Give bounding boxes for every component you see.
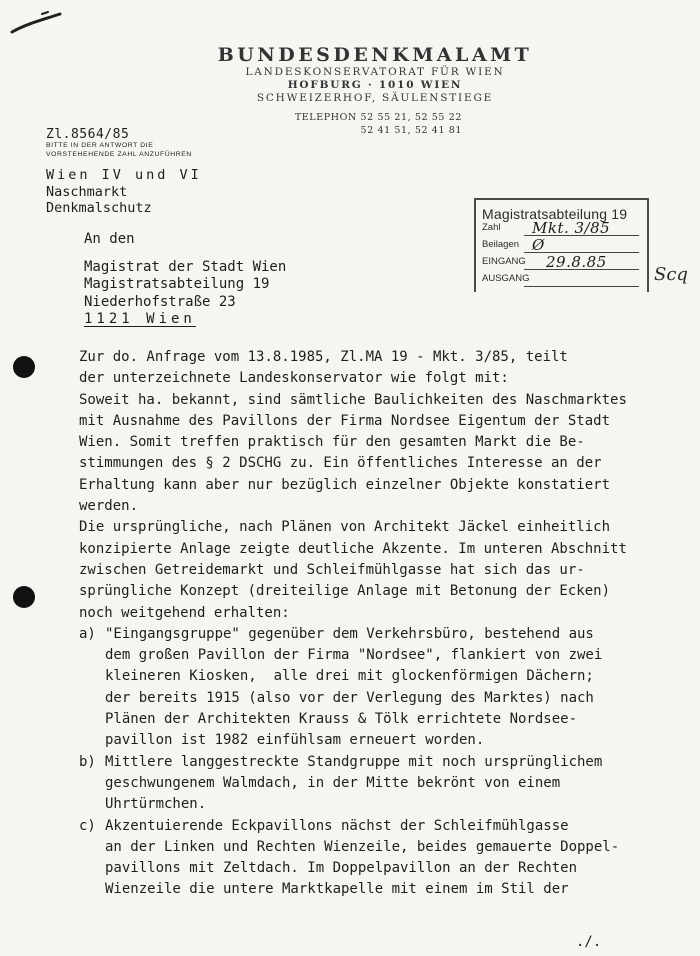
body-line: Wien. Somit treffen praktisch für den gesamten Markt die Be- [79,434,585,451]
list-label: a) [79,625,96,642]
institution-name: BUNDESDENKMALAMT [217,44,533,66]
list-line: pavillons mit Zeltdach. Im Doppelpavillon an der Rechten [105,860,578,877]
reference-note-2: VORSTEHEHENDE ZAHL ANZUFÜHREN [46,150,192,158]
stamp-row-zahl [476,219,647,239]
recipient-line-4: Niederhofstraße 23 [84,293,236,310]
stamp-row-ausgang [476,273,647,290]
list-line: "Eingangsgruppe" gegenüber dem Verkehrsbüro, bestehend aus [105,625,594,642]
reference-block [46,128,192,159]
list-line: Mittlere langgestreckte Standgruppe mit noch ursprünglichem [105,753,603,770]
list-line: an der Linken und Rechten Wienzeile, beides gemauerte Doppel- [105,838,620,855]
stamp-title: Magistratsabteilung 19 [482,206,628,222]
body-line: noch weitgehend erhalten: [79,604,290,621]
stamp-beilagen-value: Ø [532,236,545,254]
list-line: Akzentuierende Eckpavillons nächst der Schleifmühlgasse [105,817,569,834]
office-name: LANDESKONSERVATORAT FÜR WIEN [245,66,505,78]
phone-line-2: 52 41 51, 52 41 81 [360,125,462,136]
pen-scribble-mark [8,8,68,38]
list-line: Uhrtürmchen. [105,796,207,813]
address-line-1: HOFBURG · 1010 WIEN [287,79,463,91]
stamp-eingang-value: 29.8.85 [546,253,607,271]
subject-line-3: Denkmalschutz [46,200,152,216]
body-line: werden. [79,498,139,515]
stamp-row-eingang [476,253,647,273]
body-line: sprüngliche Konzept (dreiteilige Anlage mit Betonung der Ecken) [79,583,611,600]
body-line: zwischen Getreidemarkt und Schleifmühlgasse hat sich das ur- [79,561,585,578]
punch-hole-icon [13,356,35,378]
reference-number: Zl.8564/85 [46,127,130,142]
list-line: kleineren Kiosken, alle drei mit glockenförmigen Dächern; [105,668,594,685]
list-label: c) [79,817,96,834]
reference-note-1: BITTE IN DER ANTWORT DIE [46,142,154,149]
punch-hole-icon [13,586,35,608]
body-line: Die ursprüngliche, nach Plänen von Architekt Jäckel einheitlich [79,519,611,536]
stamp-ausgang-line [524,286,639,287]
subject-line-2: Naschmarkt [46,183,128,200]
stamp-zahl-label: Zahl [482,222,501,233]
recipient-line-5: 1121 Wien [84,311,196,327]
handwritten-initials: Scq [654,264,688,285]
list-item-c [79,816,679,901]
body-line: der unterzeichnete Landeskonservator wie folgt mit: [79,370,509,387]
letterhead [140,44,610,105]
stamp-beilagen-label: Beilagen [482,239,519,250]
body-line: stimmungen des § 2 DSCHG zu. Ein öffentliches Interesse an der [79,455,602,472]
list-line: geschwungenem Walmdach, in der Mitte bekrönt von einem [105,774,561,791]
list-line: der bereits 1915 (also vor der Verlegung des Marktes) nach [105,689,594,706]
subject-block [46,167,202,217]
list-line: Wienzeile die untere Marktkapelle mit einem im Stil der [105,881,569,898]
recipient-address [84,231,286,329]
body-line: Erhaltung kann aber nur bezüglich einzelner Objekte konstatiert [79,476,611,493]
receipt-stamp [474,198,649,292]
list-label: b) [79,753,96,770]
stamp-eingang-label: EINGANG [482,256,526,267]
stamp-ausgang-label: AUSGANG [482,273,530,284]
recipient-line-2: Magistrat der Stadt Wien [84,258,287,275]
list-line: dem großen Pavillon der Firma "Nordsee", flankiert von zwei [105,647,603,664]
subject-line-1: Wien IV und VI [46,167,202,183]
phone-line-1: TELEPHON 52 55 21, 52 55 22 [294,112,462,123]
recipient-line-3: Magistratsabteilung 19 [84,276,270,292]
body-line: konzipierte Anlage zeigte deutliche Akzente. Im unteren Abschnitt [79,540,627,557]
letter-body [79,347,679,901]
list-line: Plänen der Architekten Krauss & Tölk errichtete Nordsee- [105,711,578,728]
body-line: Soweit ha. bekannt, sind sämtliche Baulichkeiten des Naschmarktes [79,391,627,408]
list-item-a [79,624,679,752]
list-line: pavillon ist 1982 einfühlsam erneuert worden. [105,732,485,749]
address-line-2: SCHWEIZERHOF, SÄULENSTIEGE [256,92,494,104]
body-line: Zur do. Anfrage vom 13.8.1985, Zl.MA 19 - Mkt. 3/85, teilt [79,349,568,365]
body-line: mit Ausnahme des Pavillons der Firma Nordsee Eigentum der Stadt [79,412,611,429]
list-item-b [79,752,679,816]
continuation-mark: ./. [576,934,602,950]
recipient-line-1: An den [84,231,135,247]
stamp-zahl-value: Mkt. 3/85 [532,219,611,237]
